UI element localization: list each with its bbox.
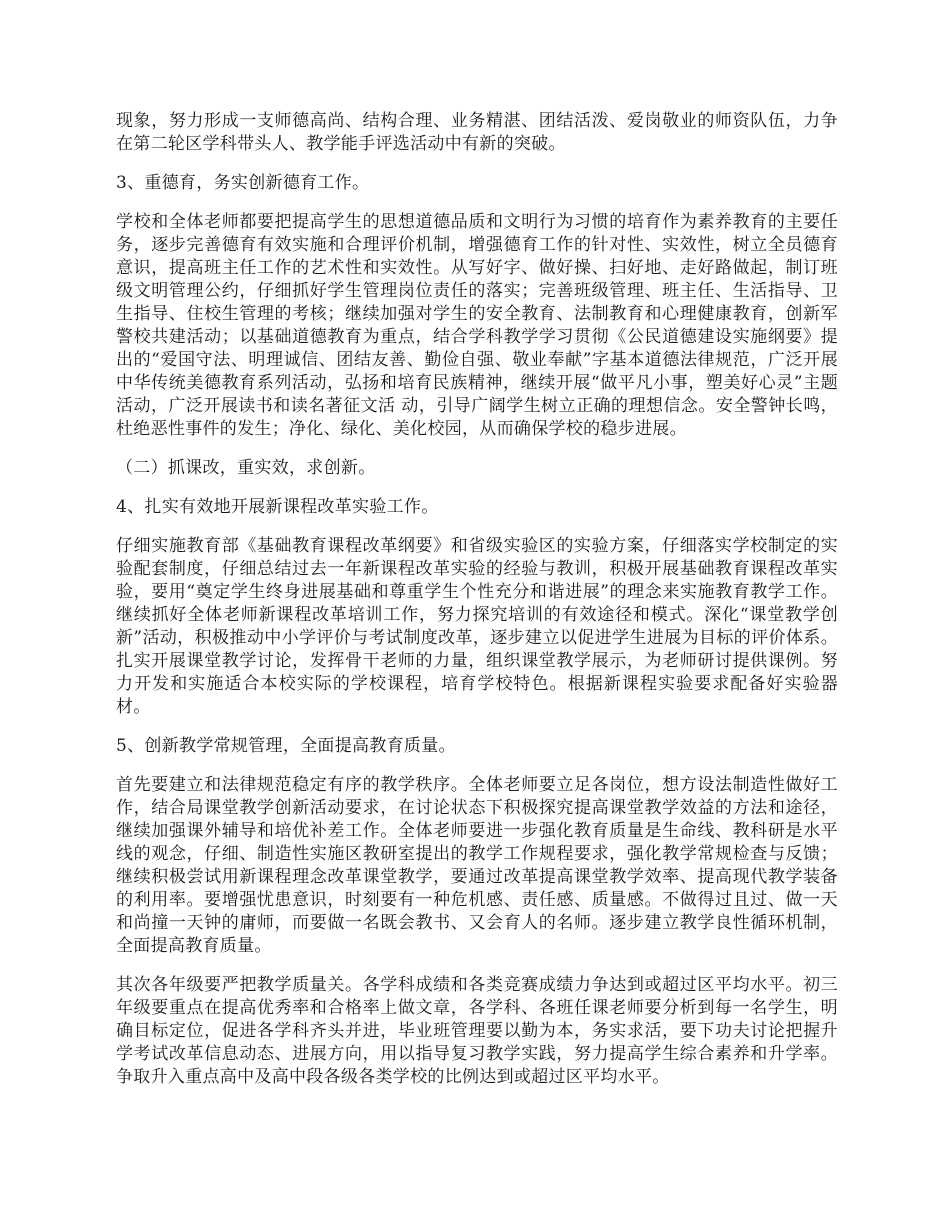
- document-page: [116, 110, 838, 1105]
- section-heading-reform-experiment: 4、扎实有效地开展新课程改革实验工作。: [116, 497, 439, 517]
- paragraph-reform-experiment: 仔细实施教育部《基础教育课程改革纲要》和省级实验区的实验方案，仔细落实学校制定的实验配套制度，仔细总结过去一年新课程改革实验的经验与教训，积极开展基础教育课程改革实验，要用“奠定学生终身进展基础和尊重学生个性充分和谐进展”的理念来实施教育教学工作。继续抓好全体老师新课程改革培训工作，努力探究培训的有效途径和模式。深化“课堂教学创新”活动，积极推动中小学评价与考试制度改革，逐步建立以促进学生进展为目标的评价体系。扎实开展课堂教学讨论，发挥骨干老师的力量，组织课堂教学展示，为老师研讨提供课例。努力开发和实施适合本校实际的学校课程，培育学校特色。根据新课程实验要求配备好实验器材。: [116, 536, 838, 717]
- section-heading-moral-education: 3、重德育，务实创新德育工作。: [116, 173, 370, 193]
- paragraph-teaching-quality: 其次各年级要严把教学质量关。各学科成绩和各类竞赛成绩力争达到或超过区平均水平。初三年级要重点在提高优秀率和合格率上做文章，各学科、各班任课老师要分析到每一名学生，明确目标定位，促进各学科齐头并进，毕业班管理要以勤为本，务实求活，要下功夫讨论把握升学考试改革信息动态、进展方向，用以指导复习教学实践，努力提高学生综合素养和升学率。争取升入重点高中及高中段各级各类学校的比例达到或超过区平均水平。: [116, 975, 838, 1087]
- section-heading-teaching-management: 5、创新教学常规管理，全面提高教育质量。: [116, 736, 456, 756]
- section-heading-curriculum-reform: （二）抓课改，重实效，求创新。: [116, 458, 376, 478]
- paragraph-moral-education: 学校和全体老师都要把提高学生的思想道德品质和文明行为习惯的培育作为素养教育的主要任务，逐步完善德育有效实施和合理评价机制，增强德育工作的针对性、实效性，树立全员德育意识，提高班主任工作的艺术性和实效性。从写好字、做好操、扫好地、走好路做起，制订班级文明管理公约，仔细抓好学生管理岗位责任的落实；完善班级管理、班主任、生活指导、卫生指导、住校生管理的考核；继续加强对学生的安全教育、法制教育和心理健康教育，创新军警校共建活动；以基础道德教育为重点，结合学科教学学习贯彻《公民道德建设实施纲要》提出的“爱国守法、明理诚信、团结友善、勤俭自强、敬业奉献”字基本道德法律规范，广泛开展中华传统美德教育系列活动，弘扬和培育民族精神，继续开展“做平凡小事，塑美好心灵”主题活动，广泛开展读书和读名著征文活 动，引导广阔学生树立正确的理想信念。安全警钟长鸣，杜绝恶性事件的发生；净化、绿化、美化校园，从而确保学校的稳步进展。: [116, 212, 838, 439]
- paragraph-teaching-order: 首先要建立和法律规范稳定有序的教学秩序。全体老师要立足各岗位，想方设法制造性做好工作，结合局课堂教学创新活动要求，在讨论状态下积极探究提高课堂教学效益的方法和途径，继续加强课外辅导和培优补差工作。全体老师要进一步强化教育质量是生命线、教科研是水平线的观念，仔细、制造性实施区教研室提出的教学工作规程要求，强化教学常规检查与反馈；继续积极尝试用新课程理念改革课堂教学，要通过改革提高课堂教学效率、提高现代教学装备的利用率。要增强忧患意识，时刻要有一种危机感、责任感、质量感。不做得过且过、做一天和尚撞一天钟的庸师，而要做一名既会教书、又会育人的名师。逐步建立教学良性循环机制，全面提高教育质量。: [116, 775, 838, 956]
- paragraph-intro: 现象，努力形成一支师德高尚、结构合理、业务精湛、团结活泼、爱岗敬业的师资队伍，力争在第二轮区学科带头人、教学能手评选活动中有新的突破。: [116, 111, 838, 154]
